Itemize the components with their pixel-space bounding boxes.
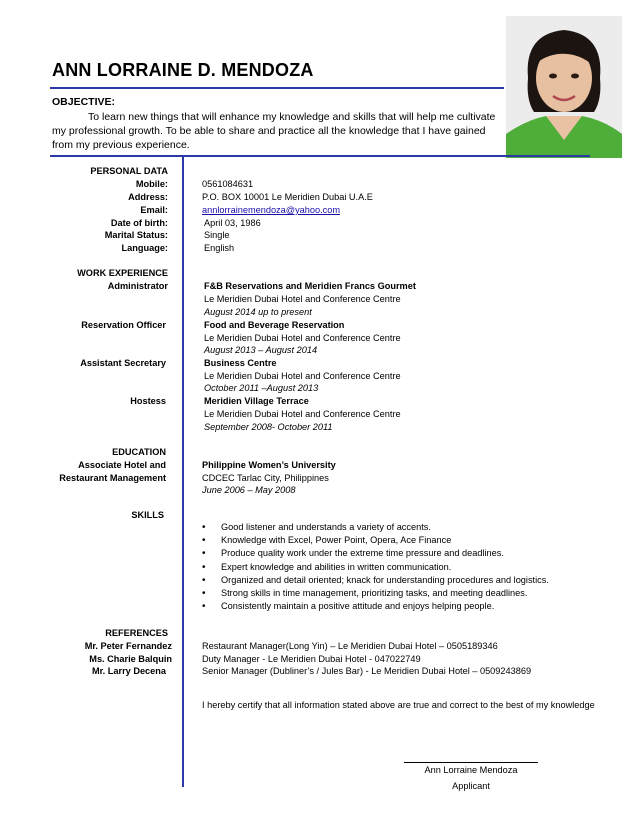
- reference-name: Mr. Peter Fernandez: [84, 641, 172, 651]
- reference-detail: Senior Manager (Dubliner’s / Jules Bar) - Le Meridien Dubai Hotel – 0509243869: [202, 666, 532, 676]
- job-title: Business Centre: [204, 358, 277, 368]
- job-dates: October 2011 –August 2013: [204, 383, 319, 393]
- certification-statement: I hereby certify that all information stated above are true and correct to the best of my knowledge: [202, 700, 595, 710]
- reference-detail: Restaurant Manager(Long Yin) – Le Meridien Dubai Hotel – 0505189346: [202, 641, 498, 651]
- objective-text: To learn new things that will enhance my knowledge and skills that will help me cultivate my professional growth. To be able to share and practice all the knowledge that I have gained from my previous experience.: [52, 111, 496, 151]
- marital-value: Single: [204, 230, 230, 240]
- language-value: English: [204, 243, 235, 253]
- job-company: Le Meridien Dubai Hotel and Conference Centre: [204, 333, 401, 343]
- signature-name: Ann Lorraine Mendoza: [424, 765, 518, 775]
- job-role: Administrator: [107, 281, 168, 291]
- marital-label: Marital Status:: [104, 230, 168, 240]
- job-company: Le Meridien Dubai Hotel and Conference Centre: [204, 294, 401, 304]
- skills-heading: SKILLS: [131, 510, 164, 520]
- job-role: Reservation Officer: [81, 320, 166, 330]
- job-company: Le Meridien Dubai Hotel and Conference Centre: [204, 409, 401, 419]
- address-label: Address:: [128, 192, 168, 202]
- dob-value: April 03, 1986: [204, 218, 261, 228]
- list-item: • Strong skills in time management, prioritizing tasks, and meeting deadlines.: [202, 587, 549, 600]
- list-item: • Knowledge with Excel, Power Point, Opera, Ace Finance: [202, 534, 549, 547]
- list-item: • Good listener and understands a variety of accents.: [202, 521, 549, 534]
- dob-label: Date of birth:: [110, 218, 168, 228]
- job-dates: August 2013 – August 2014: [204, 345, 318, 355]
- education-dates: June 2006 – May 2008: [202, 485, 296, 495]
- address-value: P.O. BOX 10001 Le Meridien Dubai U.A.E: [202, 192, 373, 202]
- reference-name: Ms. Charie Balquin: [89, 654, 172, 664]
- name-underline: [50, 87, 504, 89]
- job-title: Food and Beverage Reservation: [204, 320, 345, 330]
- signature-role: Applicant: [452, 781, 490, 791]
- objective-heading: OBJECTIVE:: [52, 96, 116, 108]
- signature-line: [404, 762, 538, 763]
- column-divider: [182, 157, 184, 787]
- job-title: F&B Reservations and Meridien Francs Gourmet: [204, 281, 416, 291]
- mobile-label: Mobile:: [135, 179, 168, 189]
- education-course: Associate Hotel and: [78, 460, 166, 470]
- reference-name: Mr. Larry Decena: [91, 666, 166, 676]
- education-location: CDCEC Tarlac City, Philippines: [202, 473, 329, 483]
- list-item: • Expert knowledge and abilities in written communication.: [202, 561, 549, 574]
- personal-data-heading: PERSONAL DATA: [90, 166, 168, 176]
- job-company: Le Meridien Dubai Hotel and Conference Centre: [204, 371, 401, 381]
- email-label: Email:: [140, 205, 168, 215]
- mobile-value: 0561084631: [202, 179, 254, 189]
- email-link[interactable]: annlorrainemendoza@yahoo.com: [202, 205, 341, 215]
- references-heading: REFERENCES: [105, 628, 168, 638]
- job-dates: August 2014 up to present: [204, 307, 312, 317]
- resume-name: ANN LORRAINE D. MENDOZA: [52, 60, 314, 80]
- skills-list: [202, 521, 549, 613]
- education-course: Restaurant Management: [59, 473, 166, 483]
- job-dates: September 2008- October 2011: [204, 422, 333, 432]
- portrait-image: [506, 16, 622, 158]
- job-role: Hostess: [130, 396, 166, 406]
- education-heading: EDUCATION: [112, 447, 166, 457]
- reference-detail: Duty Manager - Le Meridien Dubai Hotel - 047022749: [202, 654, 421, 664]
- job-title: Meridien Village Terrace: [204, 396, 309, 406]
- applicant-photo: [506, 16, 622, 158]
- list-item: • Produce quality work under the extreme time pressure and deadlines.: [202, 547, 549, 560]
- list-item: • Organized and detail oriented; knack for understanding procedures and logistics.: [202, 574, 549, 587]
- language-label: Language:: [121, 243, 168, 253]
- objective-underline: [50, 155, 590, 157]
- work-experience-heading: WORK EXPERIENCE: [77, 268, 168, 278]
- list-item: • Consistently maintain a positive attitude and enjoys helping people.: [202, 600, 549, 613]
- education-school: Philippine Women’s University: [202, 460, 336, 470]
- job-role: Assistant Secretary: [80, 358, 166, 368]
